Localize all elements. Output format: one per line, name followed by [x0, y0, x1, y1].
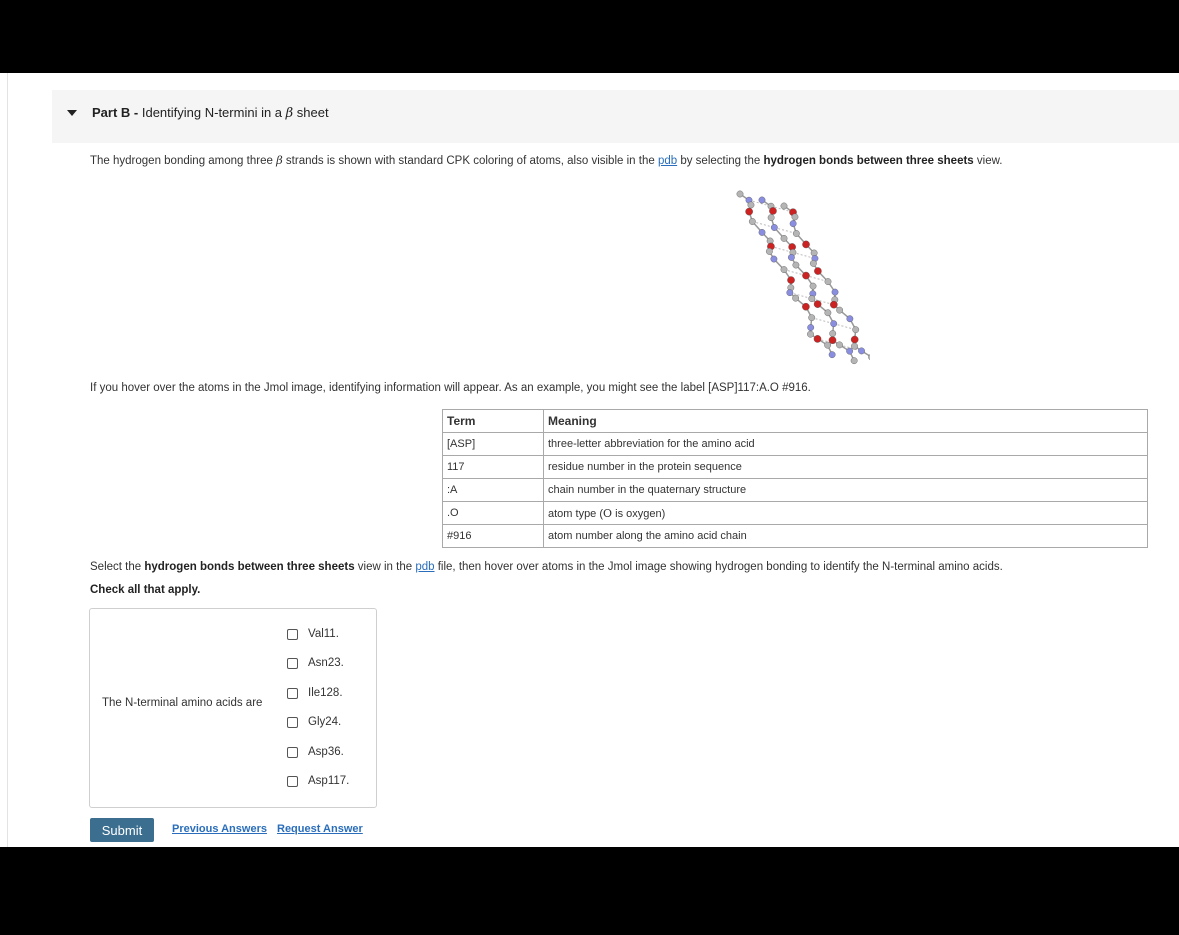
hover-note: If you hover over the atoms in the Jmol image, identifying information will appear. As an example, you might see the label [ASP]117:A.O #916.	[90, 382, 811, 394]
atom[interactable]	[792, 214, 798, 220]
atom[interactable]	[829, 330, 835, 336]
checkbox[interactable]	[287, 658, 298, 669]
meaning-cell: three-letter abbreviation for the amino acid	[544, 433, 1148, 456]
part-header[interactable]	[52, 90, 1179, 143]
atom[interactable]	[814, 301, 821, 308]
option-asp117[interactable]: Asp117.	[287, 773, 349, 789]
atom[interactable]	[781, 203, 787, 209]
atom[interactable]	[737, 191, 743, 197]
atom[interactable]	[746, 208, 753, 215]
meaning-cell: residue number in the protein sequence	[544, 456, 1148, 479]
option-asp36[interactable]: Asp36.	[287, 744, 344, 760]
checkbox[interactable]	[287, 629, 298, 640]
atom[interactable]	[847, 316, 853, 322]
atom[interactable]	[851, 343, 857, 349]
atom[interactable]	[825, 278, 831, 284]
option-ile128[interactable]: Ile128.	[287, 685, 343, 701]
meaning-cell: chain number in the quaternary structure	[544, 479, 1148, 502]
option-val11[interactable]: Val11.	[287, 626, 339, 642]
atom[interactable]	[829, 337, 836, 344]
term-header: Term	[443, 410, 544, 433]
atom[interactable]	[807, 331, 813, 337]
instruction-text: Select the hydrogen bonds between three sheets view in the pdb file, then hover over atoms in the Jmol image showing hydrogen bonding to identify the N-terminal amino acids.	[90, 561, 1003, 573]
atom[interactable]	[793, 230, 799, 236]
atom[interactable]	[810, 283, 816, 289]
atom[interactable]	[781, 235, 787, 241]
atom[interactable]	[851, 336, 858, 343]
checkbox[interactable]	[287, 688, 298, 699]
table-row	[443, 433, 1148, 456]
left-divider	[7, 73, 8, 847]
atom[interactable]	[759, 197, 765, 203]
atom[interactable]	[748, 202, 754, 208]
atom[interactable]	[793, 262, 799, 268]
atom[interactable]	[788, 254, 794, 260]
table-header-row	[443, 410, 1148, 433]
atom[interactable]	[771, 224, 777, 230]
checkbox[interactable]	[287, 776, 298, 787]
terms-table	[442, 409, 1148, 548]
atom[interactable]	[792, 295, 798, 301]
atom[interactable]	[836, 342, 842, 348]
table-row	[443, 502, 1148, 525]
part-title: Part B - Identifying N-termini in a β sheet	[92, 105, 329, 121]
atom[interactable]	[771, 256, 777, 262]
table-row	[443, 456, 1148, 479]
atom[interactable]	[808, 314, 814, 320]
atom[interactable]	[836, 307, 842, 313]
answer-box	[89, 608, 377, 808]
pdb-link-2[interactable]: pdb	[415, 561, 435, 573]
atom[interactable]	[802, 241, 809, 248]
collapse-caret-icon[interactable]	[67, 110, 77, 116]
atom[interactable]	[832, 289, 838, 295]
term-cell: 117	[443, 456, 544, 479]
previous-answers-link[interactable]: Previous Answers	[172, 823, 267, 835]
pdb-link[interactable]: pdb	[657, 155, 678, 167]
atom[interactable]	[814, 267, 821, 274]
atom[interactable]	[810, 260, 816, 266]
atom[interactable]	[825, 310, 831, 316]
atom[interactable]	[852, 326, 858, 332]
atom[interactable]	[846, 348, 852, 354]
term-cell: .O	[443, 502, 544, 525]
check-all-label: Check all that apply.	[90, 584, 201, 596]
checkbox[interactable]	[287, 747, 298, 758]
atom[interactable]	[781, 266, 787, 272]
table-row	[443, 479, 1148, 502]
meaning-cell: atom number along the amino acid chain	[544, 525, 1148, 548]
atom[interactable]	[802, 303, 809, 310]
intro-text: The hydrogen bonding among three β strands is shown with standard CPK coloring of atoms, also visible in the pdb by selecting the hydrogen bonds between three sheets view.	[90, 153, 1003, 167]
atom[interactable]	[787, 289, 793, 295]
checkbox[interactable]	[287, 717, 298, 728]
atom[interactable]	[802, 272, 809, 279]
atom[interactable]	[809, 295, 815, 301]
atom[interactable]	[766, 248, 772, 254]
term-cell: #916	[443, 525, 544, 548]
table-row	[443, 525, 1148, 548]
atom[interactable]	[830, 320, 836, 326]
atom[interactable]	[790, 220, 796, 226]
term-cell: [ASP]	[443, 433, 544, 456]
atom[interactable]	[814, 335, 821, 342]
atom[interactable]	[830, 301, 837, 308]
submit-button[interactable]: Submit	[90, 818, 154, 842]
option-gly24[interactable]: Gly24.	[287, 714, 341, 730]
atom[interactable]	[769, 207, 776, 214]
atom[interactable]	[749, 218, 755, 224]
option-asn23[interactable]: Asn23.	[287, 655, 344, 671]
atom[interactable]	[807, 324, 813, 330]
meaning-header: Meaning	[544, 410, 1148, 433]
atom[interactable]	[858, 348, 864, 354]
beta-sheet-molecule-image[interactable]	[720, 181, 870, 371]
meaning-cell: atom type (O is oxygen)	[544, 502, 1148, 525]
term-cell: :A	[443, 479, 544, 502]
request-answer-link[interactable]: Request Answer	[277, 823, 363, 835]
atom[interactable]	[768, 214, 774, 220]
problem-panel	[0, 73, 1179, 847]
atom[interactable]	[851, 357, 857, 363]
atom[interactable]	[759, 229, 765, 235]
atom[interactable]	[829, 351, 835, 357]
atom[interactable]	[787, 277, 794, 284]
answer-prompt: The N-terminal amino acids are	[102, 697, 263, 709]
